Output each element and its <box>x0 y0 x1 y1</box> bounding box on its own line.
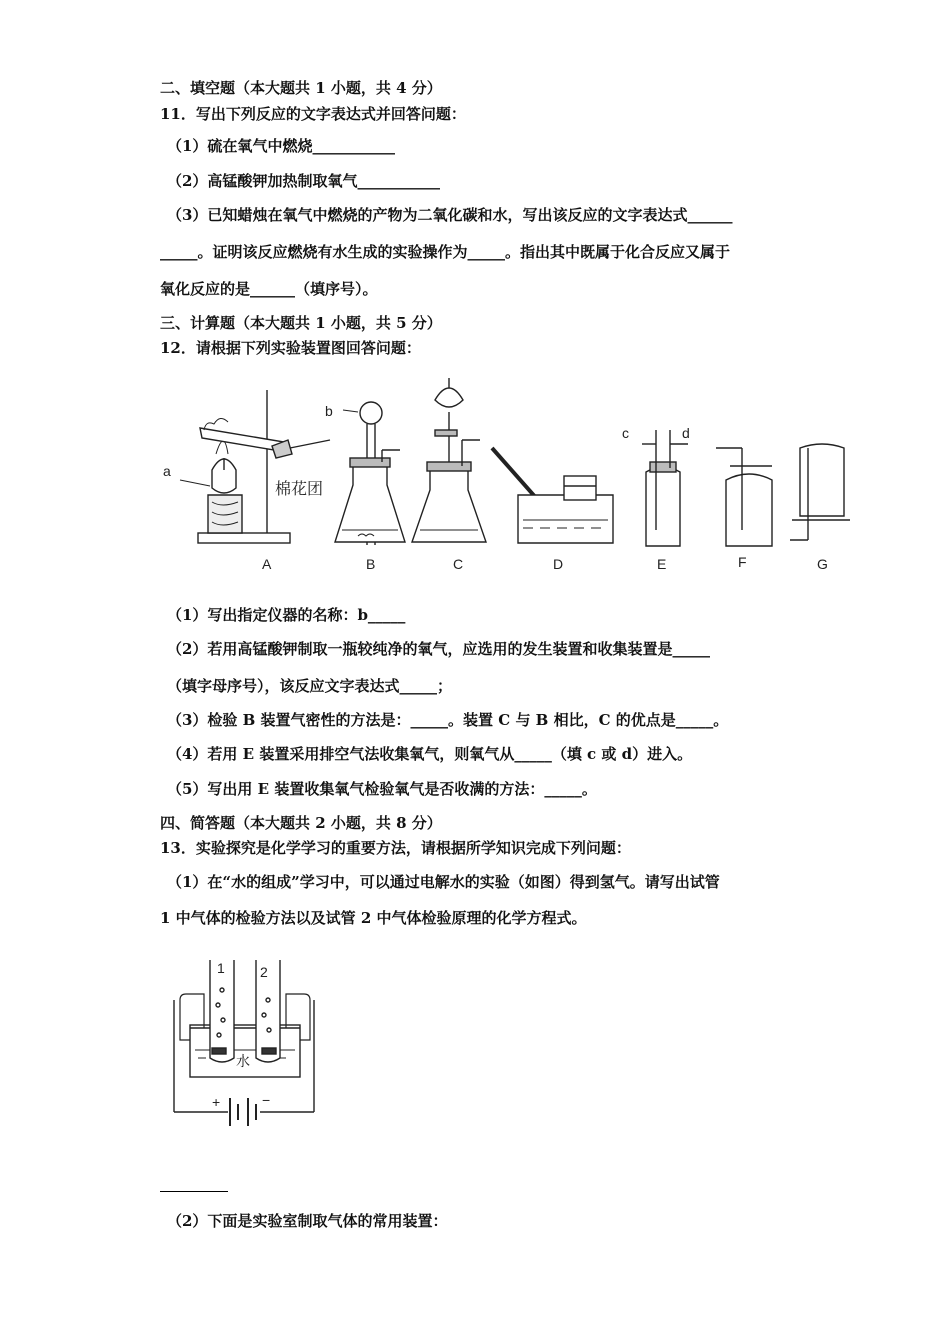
water-label: 水 <box>236 1053 250 1069</box>
label-tube-c: c <box>622 425 629 441</box>
answer-separator <box>160 1191 228 1192</box>
question-13-part-1-line-2: 1 中气体的检验方法以及试管 2 中气体检验原理的化学方程式。 <box>160 909 587 927</box>
lab-apparatus-figure <box>160 370 860 580</box>
electrolysis-figure <box>170 950 320 1135</box>
apparatus-label-d: D <box>553 556 564 572</box>
tube-2-label: 2 <box>260 964 268 980</box>
tube-1-label: 1 <box>217 960 225 976</box>
apparatus-e <box>642 430 688 546</box>
apparatus-b <box>335 402 405 545</box>
apparatus-label-f: F <box>738 554 747 570</box>
label-cotton: 棉花团 <box>275 481 324 498</box>
apparatus-label-b: B <box>366 556 376 572</box>
question-13-part-2: （2）下面是实验室制取气体的常用装置： <box>167 1212 448 1230</box>
label-instrument-b: b <box>325 403 333 419</box>
question-12-part-3: （3）检验 B 装置气密性的方法是：_____。装置 C 与 B 相比，C 的优点是_____。 <box>167 711 729 729</box>
apparatus-a <box>180 390 330 543</box>
apparatus-c <box>412 378 486 542</box>
apparatus-label-c: C <box>453 556 464 572</box>
apparatus-f <box>716 448 772 546</box>
section-heading-short-answer: 四、简答题（本大题共 2 小题，共 8 分） <box>160 814 442 832</box>
question-11-part-3-line-3: 氧化反应的是______（填序号）。 <box>160 280 378 298</box>
question-11-stem: 11．写出下列反应的文字表达式并回答问题： <box>160 105 466 123</box>
question-13-stem: 13．实验探究是化学学习的重要方法，请根据所学知识完成下列问题： <box>160 839 631 857</box>
question-11-part-1: （1）硫在氧气中燃烧___________ <box>167 137 395 155</box>
question-12-part-5: （5）写出用 E 装置收集氧气检验氧气是否收满的方法：_____。 <box>167 780 597 798</box>
question-12-part-1: （1）写出指定仪器的名称：b_____ <box>167 606 406 624</box>
apparatus-label-g: G <box>817 556 828 572</box>
question-12-part-2-line-2: （填字母序号），该反应文字表达式_____； <box>167 677 453 695</box>
question-11-part-3-line-2: _____。证明该反应燃烧有水生成的实验操作为_____。指出其中既属于化合反应又属于 <box>160 243 731 261</box>
question-12-part-4: （4）若用 E 装置采用排空气法收集氧气，则氧气从_____（填 c 或 d）进入。 <box>167 745 693 763</box>
question-11-part-2: （2）高锰酸钾加热制取氧气___________ <box>167 172 440 190</box>
question-12-stem: 12．请根据下列实验装置图回答问题： <box>160 339 421 357</box>
apparatus-d <box>492 448 613 543</box>
apparatus-label-a: A <box>262 556 272 572</box>
section-heading-calculation: 三、计算题（本大题共 1 小题，共 5 分） <box>160 314 442 332</box>
question-11-part-3-line-1: （3）已知蜡烛在氧气中燃烧的产物为二氧化碳和水，写出该反应的文字表达式______ <box>167 206 733 224</box>
label-tube-d: d <box>682 425 690 441</box>
question-12-part-2-line-1: （2）若用高锰酸钾制取一瓶较纯净的氧气，应选用的发生装置和收集装置是_____ <box>167 640 710 658</box>
question-13-part-1-line-1: （1）在“水的组成”学习中，可以通过电解水的实验（如图）得到氢气。请写出试管 <box>167 873 720 891</box>
battery-minus-label: − <box>262 1092 271 1108</box>
section-heading-fill-blank: 二、填空题（本大题共 1 小题，共 4 分） <box>160 79 442 97</box>
battery-plus-label: + <box>212 1094 221 1110</box>
apparatus-g <box>790 444 850 540</box>
label-instrument-a: a <box>163 463 171 479</box>
apparatus-label-e: E <box>657 556 667 572</box>
